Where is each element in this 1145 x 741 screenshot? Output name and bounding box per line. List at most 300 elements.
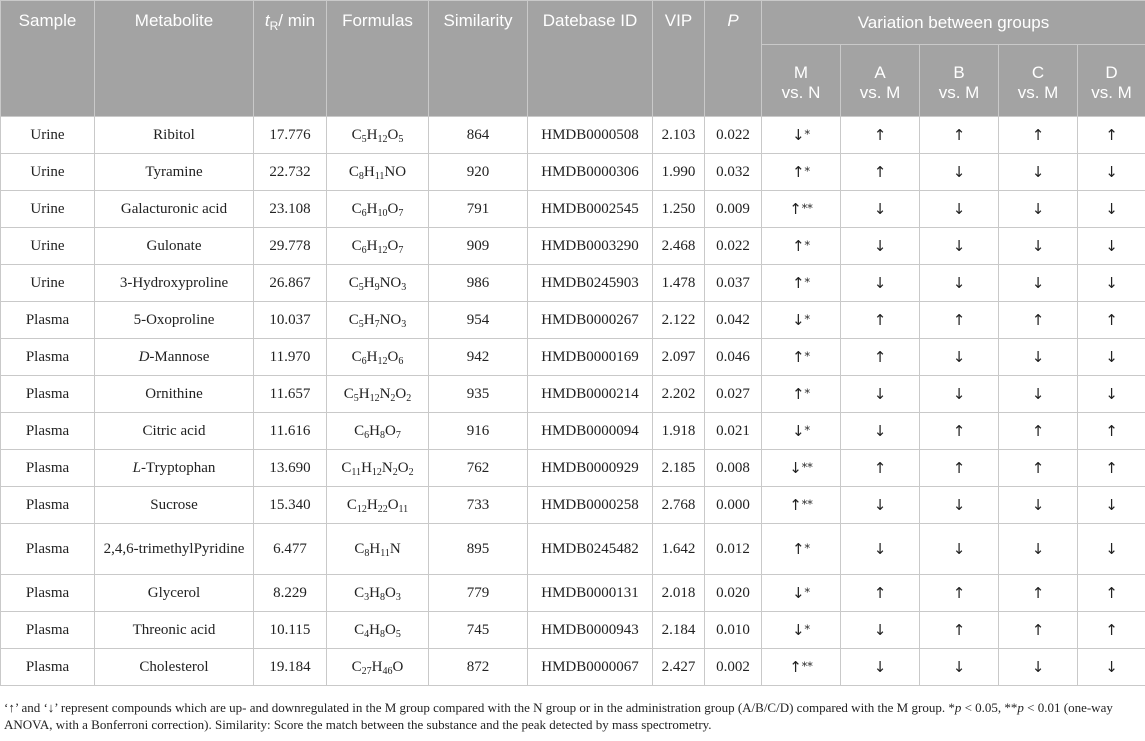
formula-element: H bbox=[358, 385, 370, 402]
metabolite-cell bbox=[95, 376, 254, 413]
metabolite-name: 5-Oxoproline bbox=[133, 311, 215, 328]
formula-element: C bbox=[351, 658, 362, 675]
formula-cell bbox=[327, 612, 429, 649]
formula-count: 6 bbox=[364, 429, 370, 441]
comparison-vs: vs. M bbox=[859, 83, 901, 102]
variation-d-vs-m-cell bbox=[1078, 575, 1145, 612]
database-id-cell: HMDB0000943 bbox=[528, 612, 653, 649]
variation-m-vs-n-cell bbox=[762, 191, 841, 228]
regulation-arrow: ↑ bbox=[952, 421, 966, 440]
comparison-vs: vs. M bbox=[1017, 83, 1059, 102]
p-value-cell: 0.021 bbox=[705, 413, 762, 450]
regulation-arrow: ↓ bbox=[873, 620, 887, 639]
regulation-arrow: ↑ bbox=[952, 125, 966, 144]
metabolite-name: -Tryptophan bbox=[140, 459, 216, 476]
database-id-cell: HMDB0000094 bbox=[528, 413, 653, 450]
metabolite-name: Ornithine bbox=[145, 385, 203, 402]
header-tr-sub: R bbox=[269, 19, 279, 33]
regulation-arrow: ↓ bbox=[1031, 657, 1045, 676]
formula-count: 8 bbox=[380, 429, 385, 441]
regulation-arrow: ↑ bbox=[1031, 421, 1045, 440]
variation-a-vs-m-cell bbox=[841, 117, 920, 154]
p-value-cell: 0.022 bbox=[705, 228, 762, 265]
formula-element: C bbox=[354, 540, 365, 557]
formula-element: C bbox=[348, 311, 359, 328]
significance-stars: ** bbox=[801, 497, 813, 511]
sample-cell: Plasma bbox=[1, 575, 95, 612]
variation-m-vs-n-cell bbox=[762, 228, 841, 265]
table-row bbox=[1, 487, 1145, 524]
metabolite-prefix: D bbox=[138, 348, 150, 365]
regulation-arrow: ↑ bbox=[952, 458, 966, 477]
formula-count: 46 bbox=[382, 665, 393, 677]
formula-count: 3 bbox=[401, 318, 407, 330]
metabolite-cell bbox=[95, 339, 254, 376]
formula-cell bbox=[327, 265, 429, 302]
formula-count: 5 bbox=[398, 133, 404, 145]
formula-element: C bbox=[354, 621, 365, 638]
variation-b-vs-m-cell bbox=[920, 376, 999, 413]
variation-c-vs-m-cell bbox=[999, 413, 1078, 450]
regulation-arrow: ↑ bbox=[1105, 125, 1118, 144]
variation-c-vs-m-cell bbox=[999, 302, 1078, 339]
vip-cell: 2.097 bbox=[653, 339, 705, 376]
variation-c-vs-m-cell bbox=[999, 612, 1078, 649]
sample-cell: Urine bbox=[1, 191, 95, 228]
metabolite-cell bbox=[95, 413, 254, 450]
formula-count: 8 bbox=[380, 591, 385, 603]
database-id-cell: HMDB0000267 bbox=[528, 302, 653, 339]
formula-count: 8 bbox=[380, 628, 385, 640]
formula-count: 2 bbox=[392, 466, 398, 478]
variation-d-vs-m-cell bbox=[1078, 649, 1145, 686]
formula-element: C bbox=[351, 348, 362, 365]
retention-time-cell: 8.229 bbox=[254, 575, 327, 612]
variation-b-vs-m-cell bbox=[920, 612, 999, 649]
significance-stars: * bbox=[804, 238, 811, 252]
comparison-group: C bbox=[1031, 63, 1045, 82]
comparison-vs: vs. M bbox=[938, 83, 980, 102]
metabolite-name: Gulonate bbox=[146, 237, 202, 254]
formula-count: 3 bbox=[401, 281, 407, 293]
regulation-arrow: ↓ bbox=[952, 273, 966, 292]
sample-cell: Plasma bbox=[1, 649, 95, 686]
variation-a-vs-m-cell bbox=[841, 575, 920, 612]
variation-b-vs-m-cell bbox=[920, 154, 999, 191]
variation-a-vs-m-cell bbox=[841, 649, 920, 686]
variation-b-vs-m-cell bbox=[920, 302, 999, 339]
table-row bbox=[1, 117, 1145, 154]
variation-a-vs-m-cell bbox=[841, 612, 920, 649]
metabolite-name: Galacturonic acid bbox=[120, 200, 228, 217]
vip-cell: 1.990 bbox=[653, 154, 705, 191]
metabolite-cell bbox=[95, 265, 254, 302]
variation-b-vs-m-cell bbox=[920, 191, 999, 228]
header-similarity: Similarity bbox=[429, 1, 528, 117]
metabolite-cell bbox=[95, 228, 254, 265]
formula-cell bbox=[327, 302, 429, 339]
metabolite-cell bbox=[95, 575, 254, 612]
formula-element: NO bbox=[379, 274, 402, 291]
formula-cell bbox=[327, 376, 429, 413]
p-value-cell: 0.027 bbox=[705, 376, 762, 413]
metabolite-prefix: L bbox=[132, 459, 141, 476]
regulation-arrow: ↓ bbox=[1105, 539, 1118, 558]
database-id-cell: HMDB0000929 bbox=[528, 450, 653, 487]
footnote-text: < 0.05, ** bbox=[961, 700, 1018, 715]
vip-cell: 2.122 bbox=[653, 302, 705, 339]
formula-count: 12 bbox=[369, 392, 380, 404]
formula-count: 10 bbox=[377, 207, 388, 219]
regulation-arrow: ↓ bbox=[873, 384, 887, 403]
regulation-arrow: ↑ bbox=[791, 273, 805, 292]
formula-element: C bbox=[351, 126, 362, 143]
table-row bbox=[1, 450, 1145, 487]
formula-element: H bbox=[369, 621, 380, 638]
formula-element: H bbox=[366, 200, 378, 217]
formula-element: H bbox=[363, 274, 375, 291]
table-header bbox=[1, 1, 1145, 117]
header-sample: Sample bbox=[1, 1, 95, 117]
similarity-cell: 733 bbox=[429, 487, 528, 524]
retention-time-cell: 11.616 bbox=[254, 413, 327, 450]
regulation-arrow: ↓ bbox=[873, 539, 887, 558]
variation-b-vs-m-cell bbox=[920, 228, 999, 265]
retention-time-cell: 26.867 bbox=[254, 265, 327, 302]
regulation-arrow: ↑ bbox=[1105, 458, 1118, 477]
variation-a-vs-m-cell bbox=[841, 376, 920, 413]
variation-a-vs-m-cell bbox=[841, 450, 920, 487]
regulation-arrow: ↓ bbox=[873, 421, 887, 440]
regulation-arrow: ↓ bbox=[873, 199, 887, 218]
variation-c-vs-m-cell bbox=[999, 575, 1078, 612]
regulation-arrow: ↓ bbox=[952, 657, 966, 676]
formula-element: O bbox=[387, 200, 399, 217]
retention-time-cell: 10.115 bbox=[254, 612, 327, 649]
regulation-arrow: ↑ bbox=[873, 125, 887, 144]
database-id-cell: HMDB0003290 bbox=[528, 228, 653, 265]
retention-time-cell: 23.108 bbox=[254, 191, 327, 228]
regulation-arrow: ↓ bbox=[789, 458, 802, 477]
formula-count: 5 bbox=[353, 392, 359, 404]
formula-count: 22 bbox=[377, 503, 388, 515]
header-comparison-a bbox=[841, 45, 920, 117]
vip-cell: 1.478 bbox=[653, 265, 705, 302]
regulation-arrow: ↑ bbox=[952, 583, 966, 602]
similarity-cell: 916 bbox=[429, 413, 528, 450]
sample-cell: Plasma bbox=[1, 612, 95, 649]
formula-element: N bbox=[389, 540, 401, 557]
header-formulas: Formulas bbox=[327, 1, 429, 117]
formula-count: 8 bbox=[364, 547, 370, 559]
variation-m-vs-n-cell bbox=[762, 302, 841, 339]
formula-count: 5 bbox=[358, 281, 364, 293]
formula-element: N bbox=[379, 385, 391, 402]
retention-time-cell: 6.477 bbox=[254, 524, 327, 575]
header-retention-time bbox=[254, 1, 327, 117]
formula-count: 5 bbox=[395, 628, 401, 640]
formula-element: H bbox=[366, 348, 378, 365]
regulation-arrow: ↓ bbox=[791, 620, 805, 639]
table-row bbox=[1, 649, 1145, 686]
header-comparison-b bbox=[920, 45, 999, 117]
formula-element: C bbox=[351, 237, 362, 254]
comparison-vs: vs. M bbox=[1091, 83, 1132, 102]
variation-b-vs-m-cell bbox=[920, 487, 999, 524]
retention-time-cell: 22.732 bbox=[254, 154, 327, 191]
variation-c-vs-m-cell bbox=[999, 339, 1078, 376]
regulation-arrow: ↑ bbox=[1031, 620, 1045, 639]
regulation-arrow: ↓ bbox=[873, 657, 887, 676]
formula-count: 5 bbox=[361, 133, 367, 145]
p-value-cell: 0.000 bbox=[705, 487, 762, 524]
metabolite-name: Ribitol bbox=[153, 126, 195, 143]
vip-cell: 2.468 bbox=[653, 228, 705, 265]
variation-b-vs-m-cell bbox=[920, 524, 999, 575]
header-comparison-m bbox=[762, 45, 841, 117]
sample-cell: Plasma bbox=[1, 376, 95, 413]
metabolite-cell bbox=[95, 450, 254, 487]
regulation-arrow: ↑ bbox=[789, 495, 802, 514]
formula-count: 12 bbox=[377, 355, 388, 367]
formula-count: 12 bbox=[371, 466, 382, 478]
formula-element: H bbox=[361, 459, 372, 476]
metabolite-name: 2,4,6-trimethylPyridine bbox=[103, 540, 245, 557]
regulation-arrow: ↑ bbox=[873, 458, 887, 477]
formula-count: 6 bbox=[361, 207, 367, 219]
regulation-arrow: ↑ bbox=[873, 162, 887, 181]
formula-count: 6 bbox=[398, 355, 404, 367]
regulation-arrow: ↓ bbox=[1031, 162, 1045, 181]
regulation-arrow: ↓ bbox=[952, 236, 966, 255]
variation-m-vs-n-cell bbox=[762, 575, 841, 612]
table-row bbox=[1, 413, 1145, 450]
metabolite-cell bbox=[95, 154, 254, 191]
similarity-cell: 909 bbox=[429, 228, 528, 265]
formula-count: 11 bbox=[398, 503, 409, 515]
formula-element: O bbox=[387, 237, 399, 254]
comparison-group: A bbox=[874, 63, 886, 82]
similarity-cell: 762 bbox=[429, 450, 528, 487]
variation-a-vs-m-cell bbox=[841, 302, 920, 339]
header-comparison-d bbox=[1078, 45, 1145, 117]
header-p: P bbox=[705, 1, 762, 117]
significance-stars: * bbox=[804, 423, 811, 437]
formula-count: 9 bbox=[374, 281, 380, 293]
header-database-id: Datebase ID bbox=[528, 1, 653, 117]
similarity-cell: 791 bbox=[429, 191, 528, 228]
formula-count: 5 bbox=[358, 318, 364, 330]
formula-element: C bbox=[348, 163, 359, 180]
variation-a-vs-m-cell bbox=[841, 265, 920, 302]
sample-cell: Urine bbox=[1, 154, 95, 191]
formula-count: 27 bbox=[361, 665, 372, 677]
formula-element: H bbox=[369, 540, 381, 557]
variation-d-vs-m-cell bbox=[1078, 228, 1145, 265]
metabolite-cell bbox=[95, 117, 254, 154]
formula-cell bbox=[327, 154, 429, 191]
variation-d-vs-m-cell bbox=[1078, 413, 1145, 450]
variation-m-vs-n-cell bbox=[762, 265, 841, 302]
variation-m-vs-n-cell bbox=[762, 154, 841, 191]
table-row bbox=[1, 228, 1145, 265]
regulation-arrow: ↓ bbox=[791, 125, 805, 144]
comparison-group: B bbox=[953, 63, 965, 82]
p-value-cell: 0.008 bbox=[705, 450, 762, 487]
formula-element: C bbox=[343, 385, 354, 402]
similarity-cell: 779 bbox=[429, 575, 528, 612]
vip-cell: 2.018 bbox=[653, 575, 705, 612]
regulation-arrow: ↑ bbox=[791, 162, 805, 181]
vip-cell: 2.103 bbox=[653, 117, 705, 154]
significance-stars: * bbox=[804, 164, 811, 178]
p-value-cell: 0.020 bbox=[705, 575, 762, 612]
regulation-arrow: ↑ bbox=[1105, 310, 1118, 329]
variation-d-vs-m-cell bbox=[1078, 117, 1145, 154]
formula-element: H bbox=[371, 658, 383, 675]
header-tr-main: t bbox=[264, 11, 270, 30]
formula-count: 7 bbox=[398, 207, 404, 219]
database-id-cell: HMDB0245482 bbox=[528, 524, 653, 575]
retention-time-cell: 17.776 bbox=[254, 117, 327, 154]
variation-d-vs-m-cell bbox=[1078, 265, 1145, 302]
formula-element: C bbox=[354, 422, 365, 439]
significance-stars: ** bbox=[801, 460, 813, 474]
sample-cell: Plasma bbox=[1, 302, 95, 339]
regulation-arrow: ↑ bbox=[873, 310, 887, 329]
table-row bbox=[1, 191, 1145, 228]
footnote-text: p bbox=[1017, 700, 1024, 715]
variation-d-vs-m-cell bbox=[1078, 191, 1145, 228]
regulation-arrow: ↓ bbox=[1105, 495, 1118, 514]
database-id-cell: HMDB0245903 bbox=[528, 265, 653, 302]
variation-c-vs-m-cell bbox=[999, 154, 1078, 191]
vip-cell: 2.184 bbox=[653, 612, 705, 649]
regulation-arrow: ↑ bbox=[1105, 620, 1118, 639]
metabolite-name: Glycerol bbox=[147, 584, 201, 601]
metabolite-name: Sucrose bbox=[150, 496, 198, 513]
retention-time-cell: 10.037 bbox=[254, 302, 327, 339]
regulation-arrow: ↓ bbox=[791, 421, 805, 440]
formula-element: O bbox=[385, 584, 396, 601]
table-row bbox=[1, 339, 1145, 376]
regulation-arrow: ↑ bbox=[1105, 421, 1118, 440]
table-row bbox=[1, 612, 1145, 649]
variation-b-vs-m-cell bbox=[920, 575, 999, 612]
regulation-arrow: ↓ bbox=[873, 495, 887, 514]
variation-b-vs-m-cell bbox=[920, 339, 999, 376]
sample-cell: Urine bbox=[1, 228, 95, 265]
metabolite-cell bbox=[95, 649, 254, 686]
vip-cell: 2.185 bbox=[653, 450, 705, 487]
table-row bbox=[1, 575, 1145, 612]
significance-stars: ** bbox=[801, 659, 813, 673]
database-id-cell: HMDB0000214 bbox=[528, 376, 653, 413]
formula-cell bbox=[327, 413, 429, 450]
significance-stars: * bbox=[804, 127, 811, 141]
database-id-cell: HMDB0000508 bbox=[528, 117, 653, 154]
regulation-arrow: ↑ bbox=[1031, 310, 1045, 329]
formula-cell bbox=[327, 191, 429, 228]
formula-cell bbox=[327, 524, 429, 575]
regulation-arrow: ↓ bbox=[1105, 162, 1118, 181]
formula-element: O bbox=[385, 422, 396, 439]
database-id-cell: HMDB0000131 bbox=[528, 575, 653, 612]
similarity-cell: 954 bbox=[429, 302, 528, 339]
significance-stars: * bbox=[804, 386, 811, 400]
similarity-cell: 745 bbox=[429, 612, 528, 649]
similarity-cell: 920 bbox=[429, 154, 528, 191]
p-value-cell: 0.002 bbox=[705, 649, 762, 686]
formula-count: 2 bbox=[390, 392, 396, 404]
formula-element: H bbox=[363, 311, 375, 328]
metabolite-name: -Mannose bbox=[149, 348, 210, 365]
metabolite-name: Cholesterol bbox=[139, 658, 209, 675]
metabolite-cell bbox=[95, 302, 254, 339]
formula-cell bbox=[327, 649, 429, 686]
variation-c-vs-m-cell bbox=[999, 649, 1078, 686]
regulation-arrow: ↑ bbox=[873, 347, 887, 366]
formula-element: O bbox=[387, 496, 399, 513]
formula-element: C bbox=[346, 496, 357, 513]
footnote-text: p bbox=[954, 700, 962, 715]
regulation-arrow: ↑ bbox=[791, 384, 805, 403]
similarity-cell: 864 bbox=[429, 117, 528, 154]
formula-element: N bbox=[381, 459, 393, 476]
sample-cell: Plasma bbox=[1, 524, 95, 575]
vip-cell: 1.918 bbox=[653, 413, 705, 450]
regulation-arrow: ↓ bbox=[873, 273, 887, 292]
formula-count: 6 bbox=[361, 355, 367, 367]
regulation-arrow: ↓ bbox=[952, 384, 966, 403]
metabolite-cell bbox=[95, 524, 254, 575]
formula-element: O bbox=[392, 658, 404, 675]
regulation-arrow: ↓ bbox=[1031, 539, 1045, 558]
formula-count: 6 bbox=[361, 244, 367, 256]
regulation-arrow: ↓ bbox=[1031, 236, 1045, 255]
regulation-arrow: ↑ bbox=[789, 657, 802, 676]
formula-count: 12 bbox=[377, 244, 388, 256]
similarity-cell: 935 bbox=[429, 376, 528, 413]
formula-element: O bbox=[397, 459, 409, 476]
variation-m-vs-n-cell bbox=[762, 450, 841, 487]
metabolite-name: Citric acid bbox=[142, 422, 206, 439]
table-row bbox=[1, 376, 1145, 413]
regulation-arrow: ↓ bbox=[952, 347, 966, 366]
sample-cell: Plasma bbox=[1, 413, 95, 450]
variation-b-vs-m-cell bbox=[920, 265, 999, 302]
variation-d-vs-m-cell bbox=[1078, 302, 1145, 339]
regulation-arrow: ↓ bbox=[1031, 273, 1045, 292]
regulation-arrow: ↓ bbox=[1105, 384, 1118, 403]
regulation-arrow: ↓ bbox=[1105, 199, 1118, 218]
retention-time-cell: 29.778 bbox=[254, 228, 327, 265]
database-id-cell: HMDB0000258 bbox=[528, 487, 653, 524]
formula-count: 7 bbox=[395, 429, 401, 441]
table-row bbox=[1, 265, 1145, 302]
retention-time-cell: 11.970 bbox=[254, 339, 327, 376]
regulation-arrow: ↑ bbox=[1031, 458, 1045, 477]
regulation-arrow: ↓ bbox=[1031, 384, 1045, 403]
significance-stars: * bbox=[804, 275, 811, 289]
formula-element: O bbox=[387, 348, 399, 365]
formula-count: 7 bbox=[374, 318, 380, 330]
comparison-group: D bbox=[1105, 63, 1118, 82]
header-variation: Variation between groups bbox=[762, 1, 1145, 45]
regulation-arrow: ↓ bbox=[1105, 236, 1118, 255]
metabolite-name: Tyramine bbox=[145, 163, 203, 180]
formula-element: C bbox=[354, 584, 365, 601]
